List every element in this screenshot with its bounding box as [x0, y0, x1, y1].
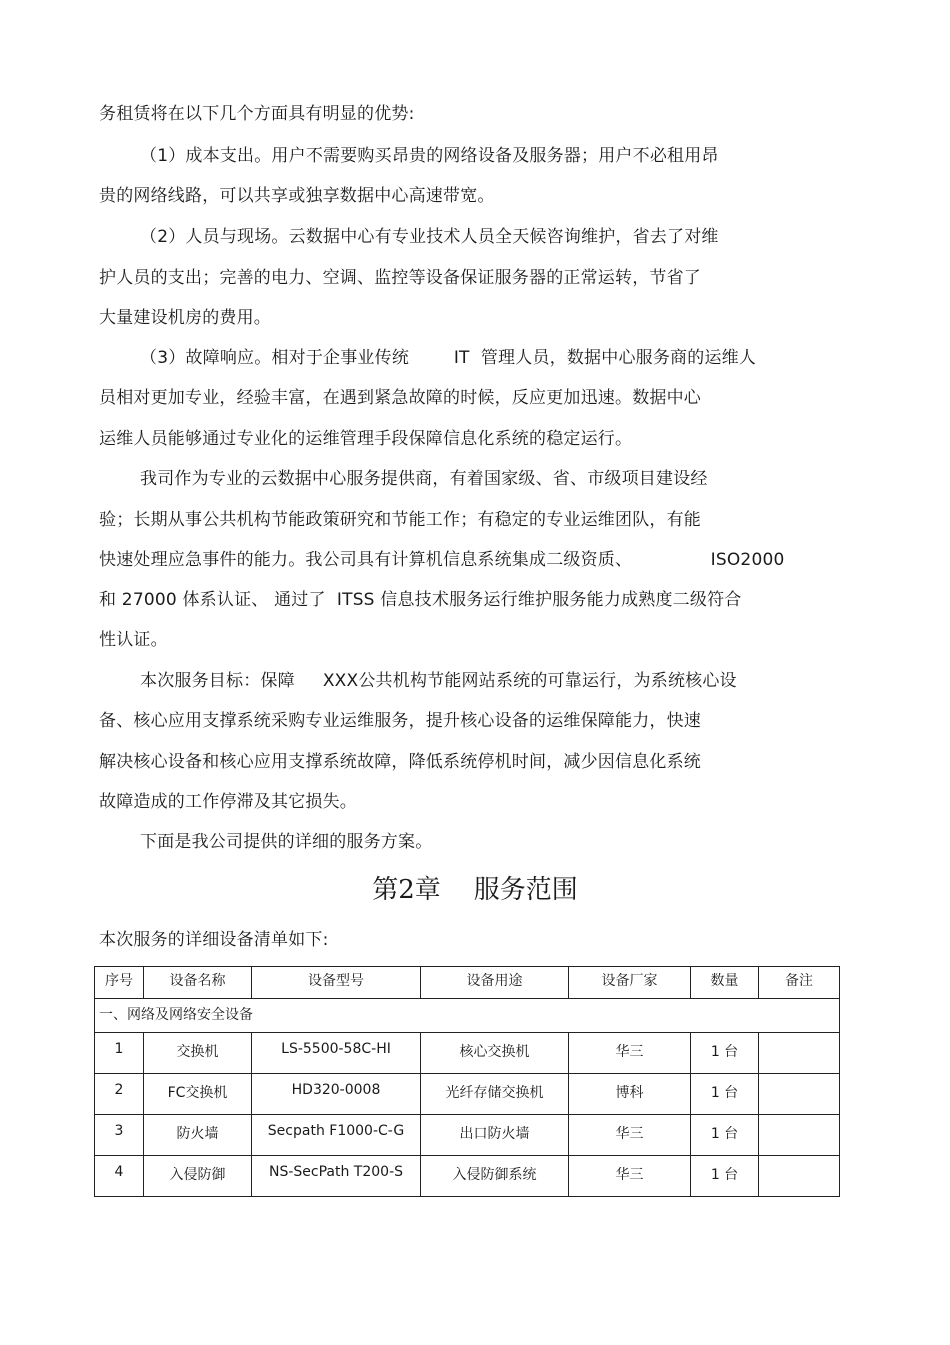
header-device-model: 设备型号	[252, 967, 421, 999]
cell-quantity: 1 台	[691, 1115, 759, 1156]
paragraph-line: 验；长期从事公共机构节能政策研究和节能工作；有稳定的专业运维团队，有能	[99, 510, 701, 530]
cell-manufacturer: 华三	[569, 1115, 691, 1156]
cell-index: 3	[95, 1115, 144, 1156]
paragraph-line: （3）故障响应。相对于企事业传统 IT 管理人员，数据中心服务商的运维人	[140, 348, 757, 368]
paragraph-line: 护人员的支出；完善的电力、空调、监控等设备保证服务器的正常运转，节省了	[99, 268, 701, 288]
table-intro: 本次服务的详细设备清单如下:	[99, 930, 329, 950]
paragraph-line: 员相对更加专业，经验丰富，在遇到紧急故障的时候，反应更加迅速。数据中心	[99, 388, 701, 408]
paragraph-line: 性认证。	[99, 630, 168, 650]
paragraph-line: 下面是我公司提供的详细的服务方案。	[140, 832, 433, 852]
table-row	[95, 1033, 840, 1074]
header-device-name: 设备名称	[144, 967, 252, 999]
header-index: 序号	[95, 967, 144, 999]
header-device-purpose: 设备用途	[421, 967, 569, 999]
chapter-title: 第2章 服务范围	[372, 875, 578, 905]
cell-quantity: 1 台	[691, 1156, 759, 1197]
cell-device-model: LS-5500-58C-HI	[252, 1033, 421, 1074]
cell-manufacturer: 华三	[569, 1156, 691, 1197]
paragraph-line: 快速处理应急事件的能力。我公司具有计算机信息系统集成二级资质、 ISO2000	[99, 550, 785, 570]
paragraph-line: 故障造成的工作停滞及其它损失。	[99, 792, 357, 812]
cell-quantity: 1 台	[691, 1033, 759, 1074]
paragraph-line: （2）人员与现场。云数据中心有专业技术人员全天候咨询维护，省去了对维	[140, 227, 719, 247]
cell-manufacturer: 博科	[569, 1074, 691, 1115]
paragraph-line: 贵的网络线路，可以共享或独享数据中心高速带宽。	[99, 186, 495, 206]
header-remarks: 备注	[759, 967, 840, 999]
cell-device-model: NS-SecPath T200-S	[252, 1156, 421, 1197]
paragraph-line: 解决核心设备和核心应用支撑系统故障，降低系统停机时间，减少因信息化系统	[99, 752, 701, 772]
cell-remarks	[759, 1156, 840, 1197]
cell-device-name: 交换机	[144, 1033, 252, 1074]
equipment-table	[94, 966, 840, 1197]
table-row	[95, 1115, 840, 1156]
cell-device-model: HD320-0008	[252, 1074, 421, 1115]
paragraph-line: 运维人员能够通过专业化的运维管理手段保障信息化系统的稳定运行。	[99, 429, 633, 449]
table-row	[95, 1156, 840, 1197]
paragraph-line: 备、核心应用支撑系统采购专业运维服务，提升核心设备的运维保障能力，快速	[99, 711, 701, 731]
cell-quantity: 1 台	[691, 1074, 759, 1115]
cell-device-name: 防火墙	[144, 1115, 252, 1156]
header-manufacturer: 设备厂家	[569, 967, 691, 999]
table-header-row	[95, 967, 840, 999]
cell-device-purpose: 光纤存储交换机	[421, 1074, 569, 1115]
table-row	[95, 1074, 840, 1115]
cell-remarks	[759, 1115, 840, 1156]
cell-device-name: 入侵防御	[144, 1156, 252, 1197]
paragraph-line: 和 27000 体系认证、 通过了 ITSS 信息技术服务运行维护服务能力成熟度二级符合	[99, 590, 742, 610]
cell-remarks	[759, 1074, 840, 1115]
paragraph-line: 本次服务目标：保障 XXX公共机构节能网站系统的可靠运行，为系统核心设	[140, 671, 737, 691]
cell-device-purpose: 入侵防御系统	[421, 1156, 569, 1197]
cell-index: 1	[95, 1033, 144, 1074]
cell-index: 4	[95, 1156, 144, 1197]
header-quantity: 数量	[691, 967, 759, 999]
paragraph-line: 务租赁将在以下几个方面具有明显的优势:	[99, 104, 415, 124]
paragraph-line: 我司作为专业的云数据中心服务提供商，有着国家级、省、市级项目建设经	[140, 469, 708, 489]
cell-device-purpose: 核心交换机	[421, 1033, 569, 1074]
section-row	[95, 999, 840, 1033]
cell-manufacturer: 华三	[569, 1033, 691, 1074]
cell-index: 2	[95, 1074, 144, 1115]
cell-device-model: Secpath F1000-C-G	[252, 1115, 421, 1156]
cell-device-purpose: 出口防火墙	[421, 1115, 569, 1156]
cell-device-name: FC交换机	[144, 1074, 252, 1115]
section-label: 一、网络及网络安全设备	[95, 999, 840, 1033]
paragraph-line: （1）成本支出。用户不需要购买昂贵的网络设备及服务器；用户不必租用昂	[140, 146, 719, 166]
cell-remarks	[759, 1033, 840, 1074]
paragraph-line: 大量建设机房的费用。	[99, 308, 271, 328]
